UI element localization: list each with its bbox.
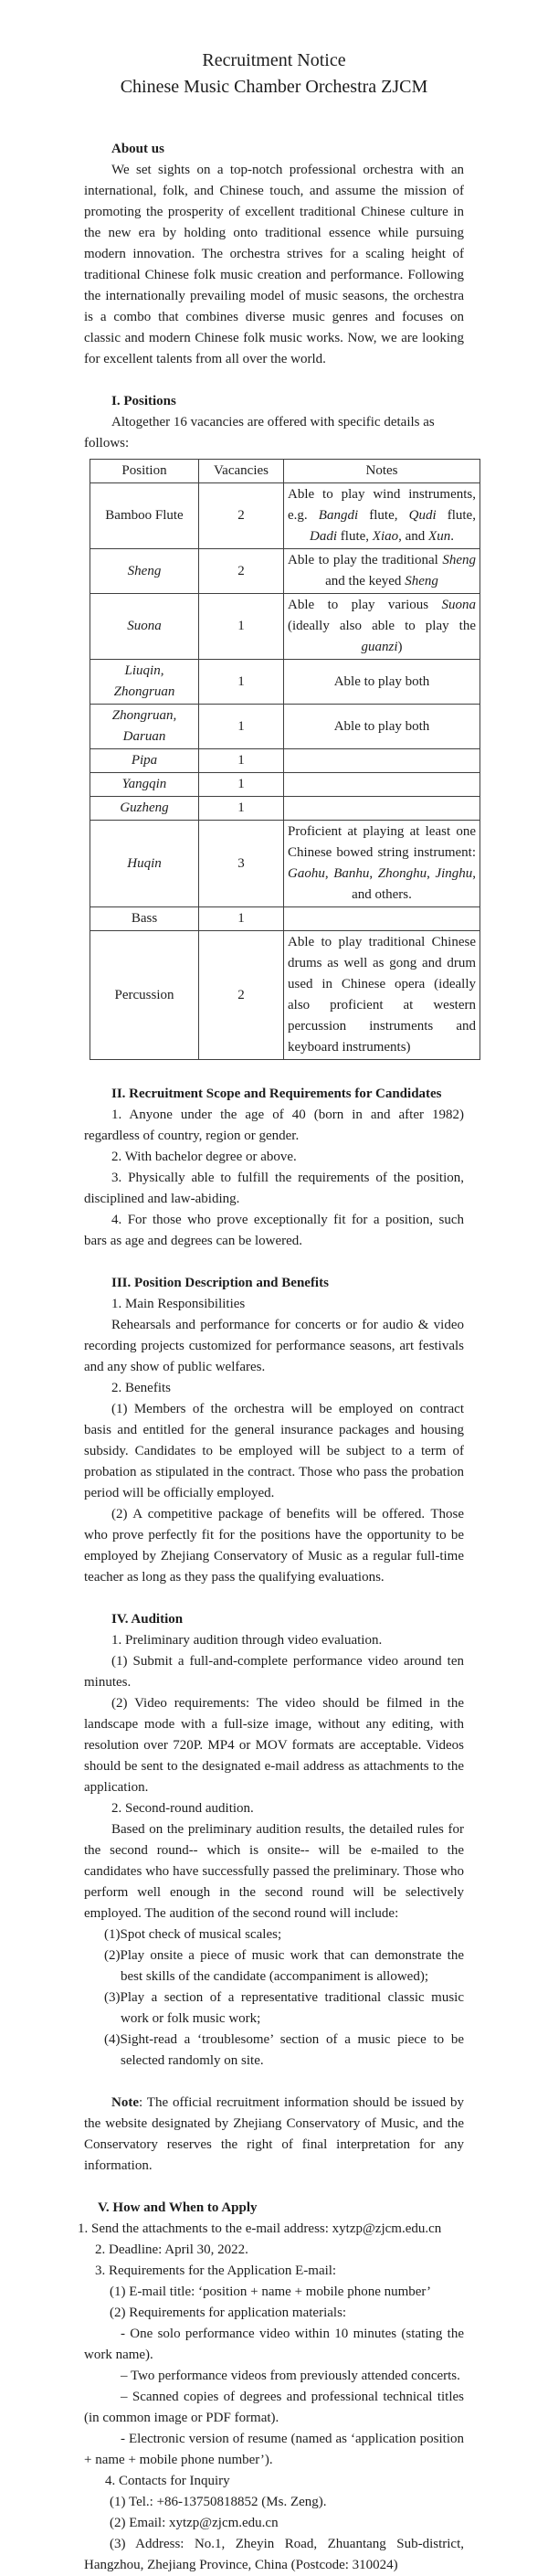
apply-item: 3. Requirements for the Application E-mail: [95,2263,337,2278]
table-row [90,907,480,931]
vacancies-cell: 1 [199,907,284,931]
apply-item: - Electronic version of resume (named as ‘application position + name + mobile phone number’). [84,2432,464,2467]
position-cell: Huqin [90,821,199,907]
vacancies-cell: 2 [199,931,284,1060]
scope-item: 1. Anyone under the age of 40 (born in and after 1982) regardless of country, region or gender. [84,1108,464,1143]
notes-cell: Able to play various Suona (ideally also able to play the guanzi) [284,594,480,660]
audition-paragraph: Based on the preliminary audition results, the detailed rules for the second round-- which is onsite-- will be e-mailed to the candidates who have successfully passed the preliminary. Those who perform well enough in the second round will be selectively employed. The audition of the second round will include: [84,1822,464,1921]
table-row [90,705,480,749]
position-cell: Sheng [90,549,199,594]
header-notes: Notes [284,460,480,483]
table-row [90,931,480,1060]
description-items [84,1294,464,1588]
scope-items [84,1105,464,1252]
audition-checklist-item: (3)Play a section of a representative traditional classic music work or folk music work; [104,1990,464,2026]
description-item: (2) A competitive package of benefits will be offered. Those who prove perfectly fit for the positions have the opportunity to be employed by Zhejiang Conservatory of Music as a regular full-time teacher as long as they pass the qualifying evaluations. [84,1507,464,1585]
table-row [90,594,480,660]
positions-table [90,459,480,1060]
notes-cell: Able to play the traditional Sheng and the keyed Sheng [284,549,480,594]
note-label: Note [111,2095,139,2110]
positions-heading: I. Positions [111,394,176,408]
audition-checklist-item: (2)Play onsite a piece of music work that can demonstrate the best skills of the candidate (accompaniment is allowed); [104,1948,464,1984]
vacancies-cell: 1 [199,773,284,797]
audition-paragraph: 2. Second-round audition. [111,1801,254,1816]
notes-cell [284,907,480,931]
vacancies-cell: 2 [199,549,284,594]
audition-heading: IV. Audition [111,1612,184,1627]
description-heading: III. Position Description and Benefits [111,1276,329,1290]
description-item: (1) Members of the orchestra will be employed on contract basis and entitled for the general insurance packages and housing subsidy. Candidates to be employed will be subject to a term of probation as stipulated in the contract. Those who pass the probation period will be officially employed. [84,1402,464,1500]
positions-table-body [90,483,480,1060]
positions-intro: Altogether 16 vacancies are offered with specific details as follows: [84,415,435,451]
audition-paragraph: (2) Video requirements: The video should be filmed in the landscape mode with a full-size image, without any editing, with resolution over 720P. MP4 or MOV formats are acceptable. Videos should be sent to the designated e-mail address as attachments to the application. [84,1696,464,1795]
table-row [90,749,480,773]
position-cell: Yangqin [90,773,199,797]
table-row [90,773,480,797]
apply-items [78,2219,464,2576]
doc-title-line-1: Recruitment Notice [202,50,346,70]
apply-item: – Two performance videos from previously attended concerts. [121,2369,460,2383]
vacancies-cell: 1 [199,797,284,821]
vacancies-cell: 1 [199,594,284,660]
table-row [90,660,480,705]
scope-heading: II. Recruitment Scope and Requirements for Candidates [111,1087,442,1101]
position-cell: Pipa [90,749,199,773]
table-row [90,821,480,907]
description-item: 1. Main Responsibilities [111,1297,246,1311]
table-row [90,797,480,821]
notes-cell: Able to play traditional Chinese drums as well as gong and drum used in Chinese opera (ideally also proficient at western percussion instruments and keyboard instruments) [284,931,480,1060]
vacancies-cell: 2 [199,483,284,549]
apply-heading: V. How and When to Apply [98,2200,258,2215]
notes-cell: Able to play wind instruments, e.g. Bangdi flute, Qudi flute, Dadi flute, Xiao, and Xun. [284,483,480,549]
apply-item: (1) Tel.: +86-13750818852 (Ms. Zeng). [110,2495,327,2509]
apply-item: – Scanned copies of degrees and professional technical titles (in common image or PDF format). [84,2390,464,2425]
header-row [90,460,480,483]
vacancies-cell: 1 [199,660,284,705]
apply-item: 2. Deadline: April 30, 2022. [95,2242,248,2257]
notes-cell: Able to play both [284,705,480,749]
apply-item: 1. Send the attachments to the e-mail address: xytzp@zjcm.edu.cn [78,2221,442,2236]
about-heading: About us [111,142,164,156]
vacancies-cell: 1 [199,705,284,749]
apply-item: (1) E-mail title: ‘position + name + mobile phone number’ [110,2284,431,2299]
apply-item: (2) Email: xytzp@zjcm.edu.cn [110,2516,279,2530]
description-item: Rehearsals and performance for concerts or for audio & video recording projects customized for performance seasons, art festivals and any show of public welfares. [84,1318,464,1374]
doc-title-line-2: Chinese Music Chamber Orchestra ZJCM [120,77,428,97]
apply-item: - One solo performance video within 10 minutes (stating the work name). [84,2327,464,2362]
position-cell: Guzheng [90,797,199,821]
audition-checklist [84,1924,464,2072]
notes-cell [284,773,480,797]
notes-cell: Able to play both [284,660,480,705]
apply-item: (3) Address: No.1, Zheyin Road, Zhuantang Sub-district, Hangzhou, Zhejiang Province, China (Postcode: 310024) [84,2537,464,2572]
header-position: Position [90,460,199,483]
note-paragraph [84,2093,464,2177]
vacancies-cell: 3 [199,821,284,907]
position-cell: Percussion [90,931,199,1060]
position-cell: Bamboo Flute [90,483,199,549]
notes-cell [284,749,480,773]
position-cell: Liuqin, Zhongruan [90,660,199,705]
notes-cell: Proficient at playing at least one Chinese bowed string instrument: Gaohu, Banhu, Zhonghu, Jinghu, and others. [284,821,480,907]
positions-table-header [90,460,480,483]
scope-item: 3. Physically able to fulfill the requirements of the position, disciplined and law-abiding. [84,1171,464,1206]
apply-item: 4. Contacts for Inquiry [105,2474,230,2488]
audition-checklist-item: (1)Spot check of musical scales; [104,1927,282,1942]
position-cell: Bass [90,907,199,931]
notes-cell [284,797,480,821]
about-paragraph: We set sights on a top-notch professional orchestra with an international, folk, and Chinese touch, and assume the mission of promoting the prosperity of excellent traditional Chinese culture in the new era by holding onto traditional essence while pursuing modern innovation. The orchestra strives for a scaling height of traditional Chinese folk music creation and performance. Following the internationally prevailing model of music seasons, the orchestra is a combo that combines diverse music genres and focuses on classic and modern Chinese folk music works. Now, we are looking for excellent talents from all over the world. [84,163,464,366]
description-item: 2. Benefits [111,1381,171,1395]
table-row [90,549,480,594]
apply-item: (2) Requirements for application materials: [110,2306,347,2320]
note-text: : The official recruitment information should be issued by the website designated by Zhejiang Conservatory of Music, and the Conservatory reserves the right of final interpretation for any information. [84,2095,464,2173]
audition-checklist-item: (4)Sight-read a ‘troublesome’ section of a music piece to be selected randomly on site. [104,2032,464,2068]
audition-paragraph: 1. Preliminary audition through video evaluation. [111,1633,383,1648]
table-row [90,483,480,549]
audition-paragraphs [84,1630,464,1924]
vacancies-cell: 1 [199,749,284,773]
scope-item: 2. With bachelor degree or above. [111,1150,297,1164]
header-vacancies: Vacancies [199,460,284,483]
audition-paragraph: (1) Submit a full-and-complete performance video around ten minutes. [84,1654,464,1690]
scope-item: 4. For those who prove exceptionally fit for a position, such bars as age and degrees can be lowered. [84,1213,464,1248]
position-cell: Suona [90,594,199,660]
position-cell: Zhongruan, Daruan [90,705,199,749]
title-block [84,48,464,101]
